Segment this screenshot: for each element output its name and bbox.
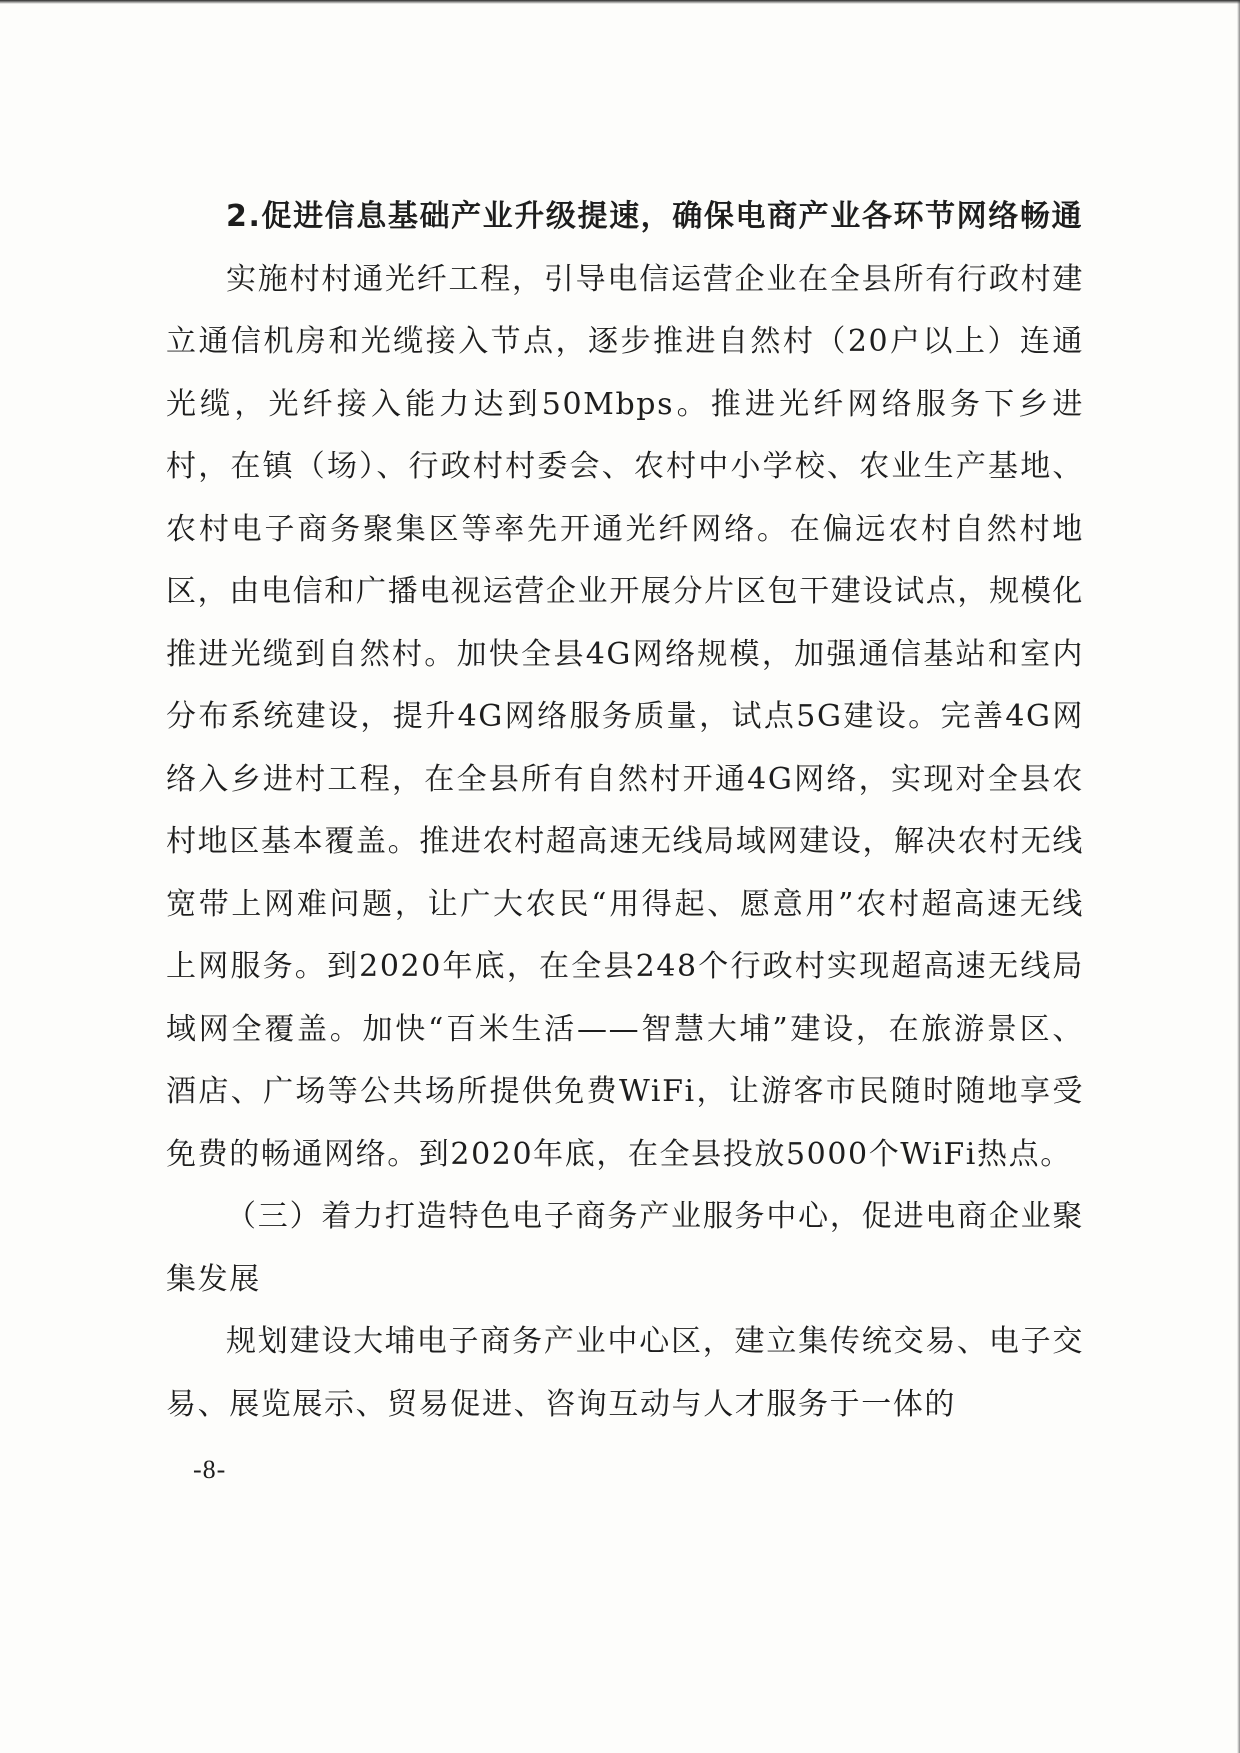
page-number: -8- [193,1455,227,1484]
section-heading: （三）着力打造特色电子商务产业服务中心，促进电商企业聚集发展 [166,1199,1084,1297]
body-paragraph-fiber: 实施村村通光纤工程，引导电信运营企业在全县所有行政村建立通信机房和光缆接入节点，逐步推进自然村（20户以上）连通光缆，光纤接入能力达到50Mbps。推进光纤网络服务下乡进村，在镇（场）、行政村村委会、农村中小学校、农业生产基地、农村电子商务聚集区等率先开通光纤网络。在偏远农村自然村地区，由电信和广播电视运营企业开展分片区包干建设试点，规模化推进光缆到自然村。加快全县4G网络规模，加强通信基站和室内分布系统建设，提升4G网络服务质量，试点5G建设。完善4G网络入乡进村工程，在全县所有自然村开通4G网络，实现对全县农村地区基本覆盖。推进农村超高速无线局域网建设，解决农村无线宽带上网难问题，让广大农民“用得起、愿意用”农村超高速无线上网服务。到2020年底，在全县248个行政村实现超高速无线局域网全覆盖。加快“百米生活——智慧大埔”建设，在旅游景区、酒店、广场等公共场所提供免费WiFi，让游客市民随时随地享受免费的畅通网络。到2020年底，在全县投放5000个WiFi热点。 [166,261,1084,1172]
subsection-heading: 2.促进信息基础产业升级提速，确保电商产业各环节网络畅通 [226,199,1084,234]
body-paragraph-ecommerce-center: 规划建设大埔电子商务产业中心区，建立集传统交易、电子交易、展览展示、贸易促进、咨询互动与人才服务于一体的 [166,1324,1084,1422]
document-body [166,186,1084,1436]
scan-edge-top [0,0,1240,4]
